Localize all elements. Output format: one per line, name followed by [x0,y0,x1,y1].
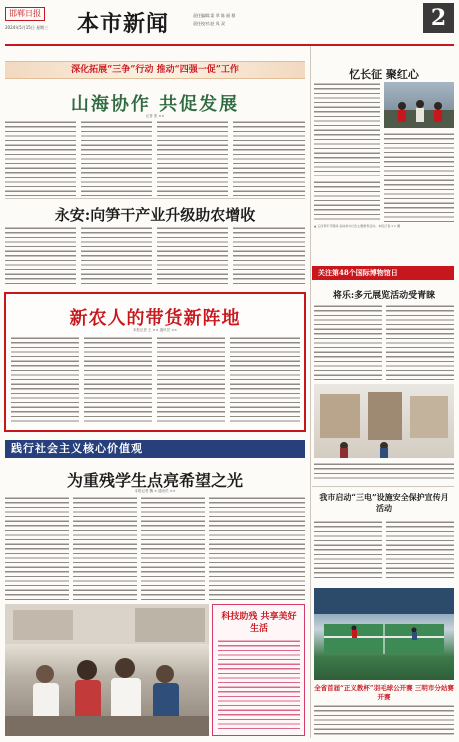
photo-illustration [384,82,454,128]
divider [312,486,454,487]
article-body [314,82,380,176]
page-number: 2 [423,3,454,33]
article-byline: 本报记者 魏 × 通讯员 ×× [134,489,176,493]
article-body [314,462,454,482]
article-body [81,120,152,196]
article-body [81,226,152,284]
article-body [84,336,152,424]
article-body [209,496,305,600]
article-byline: 记者 张 ×× [145,114,165,118]
article-body [384,132,454,222]
news-photo [384,82,454,128]
article-body [230,336,300,424]
article-body [157,336,225,424]
side-note-body [218,639,300,731]
side-note-headline: 科技助残 共享美好生活 [221,612,297,634]
section-band [5,440,305,458]
article-body [73,496,137,600]
article-body [314,704,454,736]
article-byline: 本报记者 王 ×× 通讯员 ×× [132,328,178,332]
article-body [5,120,76,196]
article-body [5,226,76,284]
side-note-box [212,604,305,736]
article-body [5,496,69,600]
photo-illustration [5,604,209,736]
campaign-banner-text: 深化拓展“三争”行动 推动“四强一促”工作 [71,65,239,75]
article-body [233,120,305,196]
photo-caption: ▲ 五四青年节期间,各地举办红色主题教育活动。本报记者 ×× 摄 [314,224,401,228]
article-headline: 将乐:多元展览活动受青睐 [332,291,436,301]
article-headline: 永安:向笋干产业升级助农增收 [54,206,256,224]
article-body [314,304,382,380]
proofreader-line: 责任校对:赵 凤 双 [193,21,225,26]
article-body [157,226,228,284]
right-column-rule [310,46,311,738]
article-body [141,496,205,600]
divider [5,198,305,199]
topic-banner-text: 关注第48个国际博物馆日 [318,268,398,277]
news-photo [314,384,454,458]
section-band-text: 践行社会主义核心价值观 [11,442,143,455]
masthead-rule [5,44,454,46]
page-section-title: 本市新闻 [77,11,170,37]
masthead [5,3,454,43]
campaign-banner [5,61,305,79]
article-headline: 为重残学生点亮希望之光 [66,471,243,490]
article-body [314,520,382,580]
article-headline: 忆长征 聚红心 [349,68,419,81]
article-body [314,180,380,222]
article-headline: 新农人的带货新阵地 [69,308,241,329]
news-photo [5,604,209,736]
article-headline: 山海协作 共促发展 [70,94,240,115]
newspaper-logo: 邯郸日报 [5,7,45,21]
editor-line: 责任编辑:姜 翠 陈 丽 群 [193,13,236,18]
news-photo [314,588,454,680]
article-headline: 全省首届“正义教杯”羽毛球公开赛 三明市分站赛开赛 [314,684,454,701]
article-body [386,520,454,580]
publish-date: 2024年5月15日 星期三 [5,25,49,30]
topic-banner [312,266,454,280]
photo-illustration [314,384,454,458]
article-body [157,120,228,196]
photo-illustration [314,588,454,680]
article-body [386,304,454,380]
featured-article-box [4,292,306,432]
article-headline: 我市启动“三电”设施安全保护宣传月活动 [319,492,449,513]
article-body [11,336,79,424]
article-body [233,226,305,284]
